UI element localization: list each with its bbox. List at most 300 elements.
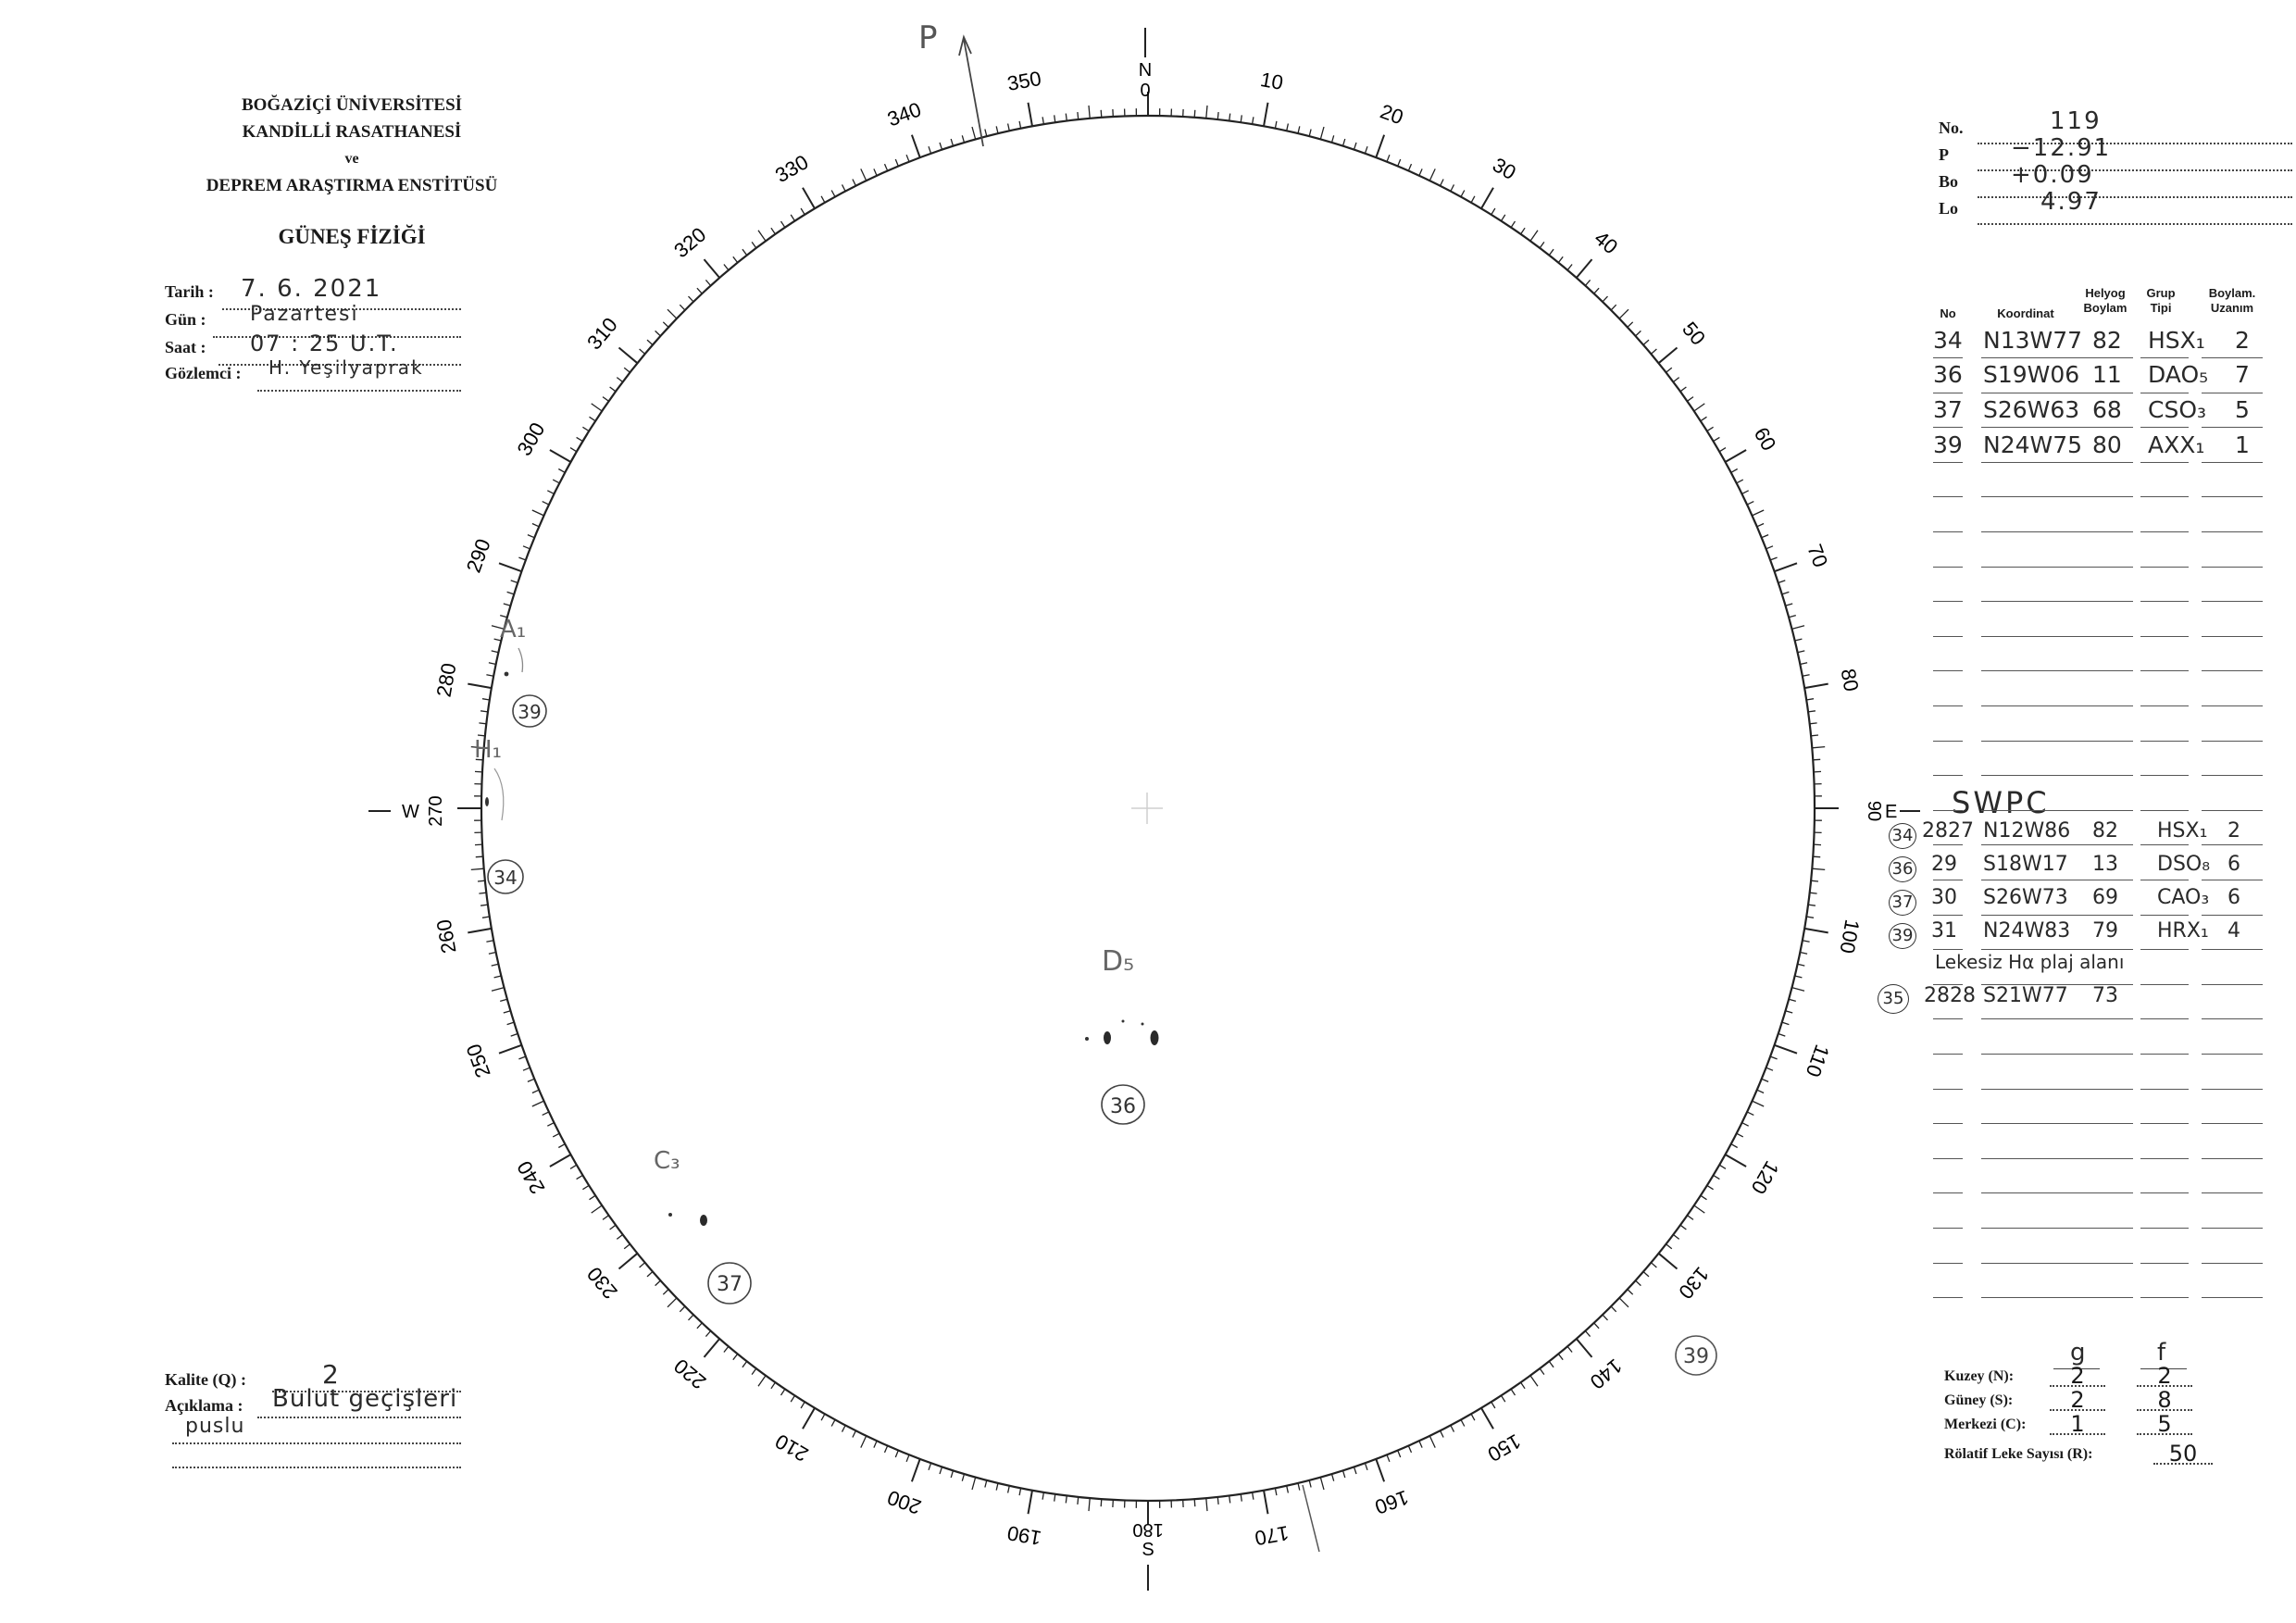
degree-tick — [1008, 124, 1010, 131]
degree-tick — [640, 1263, 645, 1267]
degree-tick — [758, 231, 766, 241]
header-ext: Boylam. Uzanım — [2208, 286, 2256, 315]
institution-line-3: ve — [344, 151, 359, 167]
degree-tick — [1808, 711, 1816, 712]
degree-tick — [1365, 1463, 1367, 1470]
west-label: W — [402, 802, 419, 822]
observer-label: Gözlemci : — [165, 364, 242, 382]
degree-label: 20 — [1377, 99, 1407, 130]
degree-label: 150 — [1483, 1429, 1525, 1467]
degree-tick — [1376, 1459, 1384, 1481]
degree-tick — [962, 135, 964, 143]
degree-tick — [951, 139, 953, 146]
degree-tick — [1628, 1290, 1633, 1295]
degree-tick — [929, 146, 931, 154]
degree-tick — [476, 856, 483, 857]
degree-tick — [1451, 1426, 1454, 1432]
sunspot — [1151, 1030, 1159, 1045]
swpc-table: 34 2827 N12W86 82 HSX₁ 2 36 29 S18W17 13 DSO₈ 6 37 30 S26W73 69 CAO₃ 6 39 31 N24W83 79 HRX₁ 4 Lekesiz Hα plaj alanı 35 2828 S21W77 73 — [1878, 819, 2266, 1023]
degree-tick — [1194, 1499, 1195, 1506]
degree-tick — [1636, 1280, 1641, 1286]
degree-tick — [985, 1480, 987, 1488]
sunspot — [505, 672, 509, 677]
degree-tick — [951, 1470, 953, 1478]
degree-tick — [504, 604, 511, 606]
degree-tick — [906, 1454, 909, 1462]
degree-tick — [1419, 1441, 1422, 1447]
institution-line-4: DEPREM ARAŞTIRMA ENSTİTÜSÜ — [206, 176, 498, 195]
degree-tick — [1804, 684, 1828, 689]
degree-tick — [1795, 639, 1803, 641]
degree-tick — [1398, 1451, 1401, 1458]
degree-tick — [1264, 103, 1268, 127]
time-value: 07 : 25 U.T. — [250, 331, 399, 356]
degree-tick — [550, 450, 571, 462]
param-no: No. 119 — [1939, 119, 2216, 144]
relative-number: 50 — [2153, 1441, 2213, 1465]
time-label: Saat : — [165, 338, 206, 356]
degree-tick — [1264, 1491, 1268, 1515]
degree-tick — [1206, 1498, 1207, 1511]
degree-tick — [532, 1090, 539, 1092]
degree-tick — [543, 502, 549, 506]
degree-tick — [499, 1045, 521, 1054]
degree-tick — [1813, 856, 1820, 857]
degree-tick — [617, 1235, 622, 1240]
degree-tick — [547, 491, 554, 494]
degree-tick — [1753, 1101, 1765, 1106]
south-f: 8 — [2137, 1387, 2192, 1411]
degree-tick — [1029, 103, 1033, 127]
degree-tick — [697, 1323, 702, 1329]
degree-tick — [1530, 231, 1538, 241]
description-value-2: puslu — [185, 1415, 245, 1438]
degree-tick — [1813, 759, 1820, 760]
degree-tick — [1611, 1306, 1616, 1312]
degree-tick — [486, 675, 493, 677]
degree-tick — [906, 155, 909, 162]
pole-label: P — [918, 19, 938, 56]
degree-tick — [1320, 127, 1324, 140]
form-title: GÜNEŞ FİZİĞİ — [278, 225, 426, 248]
degree-tick — [842, 1426, 846, 1432]
degree-tick — [1078, 1497, 1079, 1504]
degree-tick — [1643, 340, 1649, 344]
param-p-value: −12.91 — [2011, 134, 2112, 162]
north-g: 2 — [2050, 1363, 2105, 1387]
degree-tick — [1089, 1498, 1090, 1511]
south-g: 2 — [2050, 1387, 2105, 1411]
group-number: 34 — [493, 867, 518, 889]
spot-group-label: D₅ — [1102, 945, 1135, 978]
degree-tick — [1530, 1376, 1538, 1387]
degree-tick — [1429, 1436, 1435, 1448]
degree-tick — [1812, 868, 1825, 869]
degree-label: 140 — [1585, 1354, 1627, 1394]
degree-tick — [874, 1441, 877, 1447]
degree-tick — [680, 305, 685, 310]
degree-tick — [1408, 1446, 1411, 1453]
north-label: N — [1138, 60, 1153, 81]
degree-label: 110 — [1801, 1042, 1835, 1080]
degree-tick — [1387, 155, 1390, 162]
degree-tick — [1594, 288, 1599, 293]
east-degree: 90 — [1864, 800, 1884, 822]
degree-tick — [647, 340, 653, 344]
degree-label: 160 — [1371, 1485, 1412, 1519]
degree-tick — [547, 1123, 554, 1127]
degree-tick — [528, 535, 534, 538]
degree-tick — [1594, 1323, 1599, 1329]
degree-tick — [1309, 130, 1311, 137]
degree-label: 60 — [1749, 423, 1781, 456]
degree-label: 200 — [884, 1485, 925, 1519]
degree-tick — [1762, 1079, 1768, 1081]
south-degree: 180 — [1132, 1519, 1164, 1540]
col-g-header: g — [2070, 1339, 2086, 1367]
degree-tick — [1636, 331, 1641, 336]
degree-label: 290 — [461, 535, 495, 576]
institution-line-1: BOĞAZİÇİ ÜNİVERSİTESİ — [241, 95, 463, 115]
group-number: 39 — [1683, 1345, 1709, 1368]
degree-tick — [1217, 1497, 1218, 1504]
pole-south-line — [1303, 1485, 1319, 1552]
degree-tick — [1101, 110, 1102, 118]
summary-south: Güney (S): 2 8 — [1944, 1392, 2222, 1417]
summary-relative: Rölatif Leke Sayısı (R): 50 — [1944, 1446, 2250, 1470]
degree-tick — [1603, 1315, 1608, 1320]
param-lo: Lo 4.97 — [1939, 199, 2216, 225]
degree-tick — [689, 296, 694, 302]
degree-tick — [1766, 546, 1773, 549]
degree-tick — [1387, 1454, 1390, 1462]
degree-tick — [511, 581, 518, 583]
degree-tick — [1811, 880, 1818, 881]
degree-tick — [1766, 1067, 1773, 1070]
degree-tick — [1789, 999, 1796, 1001]
degree-tick — [1643, 1272, 1649, 1277]
degree-tick — [668, 1298, 677, 1307]
spot-pointer — [494, 768, 504, 820]
degree-tick — [1673, 1235, 1678, 1240]
degree-tick — [1795, 976, 1803, 978]
degree-tick — [1376, 135, 1384, 157]
degree-tick — [532, 524, 539, 527]
degree-tick — [1747, 1112, 1753, 1116]
degree-label: 120 — [1746, 1156, 1784, 1198]
header-coord: Koordinat — [1997, 306, 2054, 320]
degree-tick — [1089, 106, 1090, 119]
degree-tick — [668, 309, 677, 318]
degree-tick — [471, 868, 484, 869]
degree-tick — [1789, 616, 1796, 618]
observer-value: H. Yeşilyaprak — [268, 356, 424, 379]
degree-tick — [1585, 1331, 1590, 1337]
degree-tick — [1019, 121, 1021, 129]
description-label: Açıklama : — [165, 1396, 243, 1415]
degree-tick — [532, 1101, 544, 1106]
degree-tick — [1206, 106, 1207, 119]
degree-tick — [1753, 510, 1765, 516]
degree-label: 240 — [512, 1156, 550, 1198]
degree-tick — [507, 1022, 515, 1025]
degree-tick — [1408, 164, 1411, 170]
degree-label: 310 — [582, 313, 622, 355]
param-p: P −12.91 — [1939, 145, 2216, 171]
degree-tick — [1812, 747, 1825, 748]
degree-tick — [518, 1056, 525, 1059]
degree-tick — [523, 1067, 530, 1070]
degree-tick — [1742, 1123, 1749, 1127]
degree-label: 30 — [1488, 153, 1520, 185]
degree-tick — [1775, 1045, 1797, 1054]
degree-tick — [478, 880, 485, 881]
degree-tick — [1451, 184, 1454, 191]
degree-tick — [1019, 1488, 1021, 1495]
degree-tick — [972, 1478, 976, 1491]
degree-tick — [895, 1451, 898, 1458]
degree-tick — [940, 143, 942, 150]
degree-label: 220 — [669, 1354, 711, 1394]
degree-tick — [1217, 112, 1218, 119]
degree-tick — [1619, 1298, 1628, 1307]
degree-tick — [489, 663, 496, 665]
degree-tick — [1803, 941, 1810, 943]
degree-label: 210 — [771, 1429, 813, 1467]
group-number: 36 — [1110, 1095, 1136, 1118]
degree-tick — [1481, 188, 1493, 209]
degree-tick — [1778, 581, 1786, 583]
degree-tick — [480, 711, 488, 712]
degree-tick — [803, 1408, 815, 1429]
degree-tick — [492, 988, 505, 992]
degree-tick — [494, 976, 502, 978]
south-label: S — [1142, 1540, 1154, 1560]
degree-tick — [1782, 592, 1790, 594]
degree-tick — [504, 1011, 511, 1013]
degree-tick — [1429, 169, 1435, 181]
description-value: Bulut geçişleri — [272, 1385, 458, 1413]
sunspot — [700, 1215, 707, 1226]
degree-tick — [885, 1446, 888, 1453]
degree-tick — [1441, 1430, 1444, 1437]
degree-tick — [528, 1079, 534, 1081]
degree-tick — [468, 929, 492, 933]
degree-tick — [962, 1474, 964, 1481]
header-no: No — [1940, 306, 1956, 320]
degree-tick — [640, 349, 645, 354]
degree-tick — [468, 684, 492, 689]
degree-tick — [518, 557, 525, 560]
degree-tick — [1354, 1467, 1357, 1474]
degree-label: 190 — [1005, 1521, 1043, 1551]
degree-label: 70 — [1803, 541, 1833, 571]
date-label: Tarih : — [165, 282, 214, 301]
swpc-title: SWPC — [1952, 785, 2050, 820]
param-lo-value: 4.97 — [2040, 188, 2102, 216]
degree-tick — [758, 1376, 766, 1387]
degree-tick — [929, 1463, 931, 1470]
degree-tick — [489, 953, 496, 955]
degree-tick — [1619, 309, 1628, 318]
header-helio: Helyog Boylam — [2083, 286, 2128, 315]
degree-tick — [1651, 1263, 1656, 1267]
degree-tick — [1343, 1470, 1345, 1478]
degree-tick — [1770, 557, 1777, 560]
degree-tick — [972, 127, 976, 140]
header-type: Grup Tipi — [2146, 286, 2176, 315]
quality-label: Kalite (Q) : — [165, 1370, 246, 1389]
degree-tick — [1481, 1408, 1493, 1429]
degree-tick — [705, 259, 720, 278]
degree-tick — [1792, 626, 1805, 630]
degree-label: 50 — [1678, 317, 1711, 350]
degree-tick — [885, 164, 888, 170]
degree-tick — [1628, 322, 1633, 328]
degree-tick — [1577, 259, 1592, 278]
degree-tick — [1800, 953, 1807, 955]
summary-north: Kuzey (N): 2 2 — [1944, 1368, 2222, 1392]
degree-tick — [874, 169, 877, 175]
swpc-note: Lekesiz Hα plaj alanı — [1935, 951, 2125, 973]
degree-tick — [1726, 1155, 1747, 1167]
day-label: Gün : — [165, 310, 206, 329]
degree-tick — [1320, 1478, 1324, 1491]
sunspot — [1104, 1031, 1111, 1044]
degree-label: 80 — [1836, 667, 1864, 693]
north-degree: 0 — [1140, 81, 1151, 101]
degree-tick — [985, 130, 987, 137]
degree-label: 10 — [1258, 68, 1285, 94]
degree-tick — [1742, 491, 1749, 494]
degree-tick — [592, 404, 603, 411]
degree-label: 250 — [461, 1041, 495, 1081]
description-line-2 — [165, 1415, 470, 1448]
degree-tick — [697, 288, 702, 293]
degree-tick — [1577, 1339, 1592, 1357]
degree-tick — [663, 1290, 668, 1295]
degree-tick — [523, 546, 530, 549]
summary-center: Merkezi (C): 1 5 — [1944, 1417, 2222, 1441]
degree-tick — [1029, 1491, 1033, 1515]
degree-tick — [1757, 524, 1764, 527]
west-degree: 270 — [426, 795, 446, 827]
degree-tick — [861, 1436, 867, 1448]
degree-tick — [1441, 180, 1444, 186]
degree-tick — [1800, 663, 1807, 665]
degree-tick — [940, 1467, 942, 1474]
degree-tick — [1770, 1056, 1777, 1059]
institution-line-2: KANDİLLİ RASATHANESİ — [242, 122, 462, 142]
degree-tick — [1775, 563, 1797, 571]
degree-label: 230 — [582, 1262, 622, 1304]
sunspot — [1122, 1020, 1125, 1023]
degree-tick — [1332, 135, 1334, 143]
degree-tick — [1762, 535, 1768, 538]
spot-group-label: C₃ — [654, 1147, 680, 1175]
group-number: 37 — [717, 1273, 742, 1296]
degree-tick — [1803, 675, 1810, 677]
degree-tick — [617, 378, 622, 382]
degree-tick — [803, 188, 815, 209]
degree-tick — [619, 348, 638, 364]
degree-tick — [592, 1205, 603, 1213]
degree-tick — [647, 1272, 653, 1277]
center-g: 1 — [2050, 1411, 2105, 1435]
degree-tick — [655, 331, 661, 336]
degree-tick — [705, 1331, 710, 1337]
degree-tick — [543, 1112, 549, 1116]
degree-tick — [705, 1339, 720, 1357]
degree-tick — [486, 941, 493, 943]
degree-tick — [1332, 1474, 1334, 1481]
spot-group-label: H₁ — [474, 736, 502, 764]
degree-tick — [861, 169, 867, 181]
degree-tick — [1008, 1486, 1010, 1493]
degree-tick — [507, 592, 515, 594]
center-f: 5 — [2137, 1411, 2192, 1435]
degree-tick — [1659, 1254, 1678, 1269]
degree-tick — [1309, 1480, 1311, 1488]
degree-label: 320 — [669, 222, 711, 263]
degree-tick — [1398, 159, 1401, 167]
degree-label: 170 — [1253, 1521, 1291, 1551]
degree-tick — [1778, 1034, 1786, 1037]
degree-label: 130 — [1674, 1262, 1714, 1304]
sunspot — [1142, 1023, 1144, 1026]
degree-tick — [1786, 604, 1793, 606]
degree-tick — [689, 1315, 694, 1320]
degree-tick — [1419, 169, 1422, 175]
degree-label: 300 — [512, 418, 550, 460]
degree-tick — [853, 1430, 856, 1437]
degree-tick — [1694, 1205, 1705, 1213]
degree-tick — [663, 322, 668, 328]
degree-tick — [1694, 404, 1705, 411]
degree-tick — [1786, 1011, 1793, 1013]
degree-tick — [1275, 121, 1277, 129]
degree-tick — [1673, 378, 1678, 382]
degree-label: 350 — [1005, 66, 1043, 95]
description-line-3 — [165, 1448, 470, 1474]
spot-group-label: A₁ — [500, 616, 527, 643]
degree-label: 40 — [1590, 226, 1623, 259]
degree-tick — [550, 1155, 571, 1167]
degree-tick — [1782, 1022, 1790, 1025]
param-bo: Bo +0.09 — [1939, 172, 2216, 198]
degree-tick — [1194, 110, 1195, 118]
degree-tick — [655, 1280, 661, 1286]
degree-label: 280 — [431, 661, 461, 699]
degree-tick — [532, 510, 544, 516]
col-f-header: f — [2157, 1339, 2166, 1367]
degree-tick — [475, 844, 482, 845]
degree-tick — [1792, 988, 1805, 992]
degree-tick — [1747, 502, 1753, 506]
degree-tick — [500, 999, 507, 1001]
degree-tick — [1726, 450, 1747, 462]
degree-tick — [1814, 844, 1821, 845]
sunspot — [485, 797, 489, 806]
param-bo-value: +0.09 — [2011, 161, 2094, 189]
day-value: Pazartesi — [250, 303, 359, 326]
north-f: 2 — [2137, 1363, 2192, 1387]
degree-tick — [895, 159, 898, 167]
quality-value: 2 — [322, 1359, 339, 1390]
degree-label: 330 — [771, 150, 813, 188]
degree-tick — [1101, 1499, 1102, 1506]
degree-tick — [1811, 735, 1818, 736]
